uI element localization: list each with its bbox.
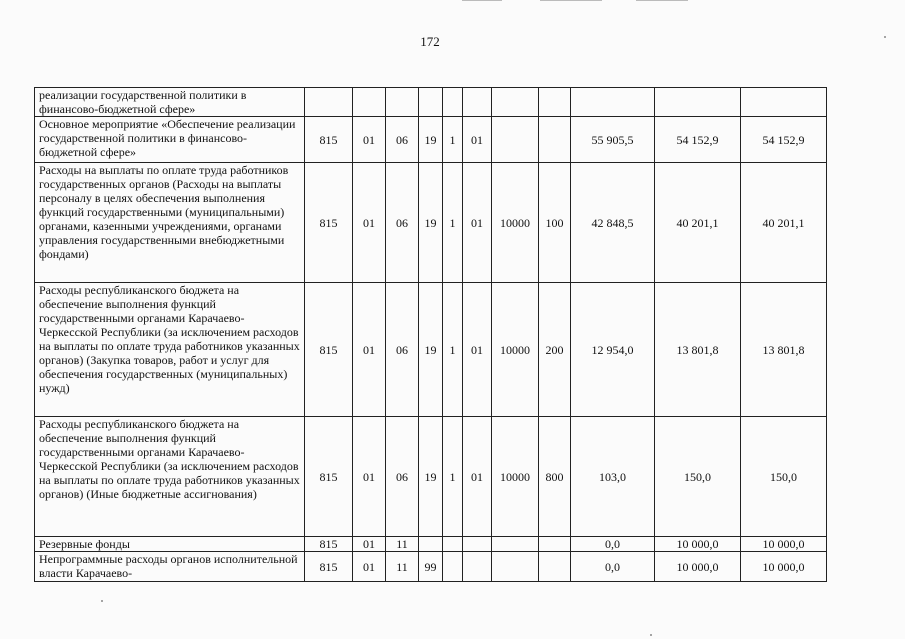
table-row xyxy=(35,537,827,552)
row-name-cell: Расходы на выплаты по оплате труда работников государственных органов (Расходы на выплаты персоналу в целях обеспечения выполнения функций государственными (муниципальными) органами, казенными учреждениями, органами управления государственными внебюджетными фондами) xyxy=(35,163,305,283)
direction-code-cell: 10000 xyxy=(492,283,539,417)
amount-year2-cell: 54 152,9 xyxy=(655,117,741,163)
expense-type-cell: 800 xyxy=(539,417,571,537)
event-code-cell: 01 xyxy=(463,163,492,283)
table-row xyxy=(35,117,827,163)
direction-code-cell xyxy=(492,88,539,117)
amount-year1-cell: 55 905,5 xyxy=(571,117,655,163)
amount-year3-cell: 150,0 xyxy=(741,417,827,537)
ministry-code-cell: 815 xyxy=(305,163,353,283)
table-row xyxy=(35,552,827,582)
section-code-cell xyxy=(353,88,386,117)
row-name-cell: Основное мероприятие «Обеспечение реализации государственной политики в финансово-бюджетной сфере» xyxy=(35,117,305,163)
subprogram-code-cell: 1 xyxy=(443,163,463,283)
scan-artifact xyxy=(462,0,502,1)
program-code-cell: 19 xyxy=(419,117,443,163)
row-name-cell: Непрограммные расходы органов исполнительной власти Карачаево- xyxy=(35,552,305,582)
amount-year2-cell: 13 801,8 xyxy=(655,283,741,417)
event-code-cell: 01 xyxy=(463,417,492,537)
direction-code-cell: 10000 xyxy=(492,417,539,537)
program-code-cell: 19 xyxy=(419,163,443,283)
program-code-cell: 99 xyxy=(419,552,443,582)
event-code-cell xyxy=(463,88,492,117)
amount-year3-cell: 13 801,8 xyxy=(741,283,827,417)
table-row xyxy=(35,163,827,283)
subsection-code-cell: 06 xyxy=(386,117,419,163)
ministry-code-cell: 815 xyxy=(305,552,353,582)
subprogram-code-cell: 1 xyxy=(443,417,463,537)
expense-type-cell: 100 xyxy=(539,163,571,283)
subprogram-code-cell: 1 xyxy=(443,283,463,417)
program-code-cell xyxy=(419,88,443,117)
section-code-cell: 01 xyxy=(353,537,386,552)
section-code-cell: 01 xyxy=(353,552,386,582)
amount-year1-cell: 12 954,0 xyxy=(571,283,655,417)
expense-type-cell xyxy=(539,117,571,163)
expense-type-cell xyxy=(539,88,571,117)
direction-code-cell xyxy=(492,117,539,163)
scan-speck xyxy=(101,600,103,602)
subprogram-code-cell xyxy=(443,88,463,117)
scan-speck xyxy=(650,634,652,636)
subprogram-code-cell xyxy=(443,552,463,582)
amount-year3-cell: 10 000,0 xyxy=(741,552,827,582)
section-code-cell: 01 xyxy=(353,283,386,417)
event-code-cell: 01 xyxy=(463,117,492,163)
program-code-cell: 19 xyxy=(419,417,443,537)
event-code-cell xyxy=(463,537,492,552)
amount-year1-cell xyxy=(571,88,655,117)
amount-year3-cell: 10 000,0 xyxy=(741,537,827,552)
subsection-code-cell: 11 xyxy=(386,537,419,552)
amount-year3-cell: 54 152,9 xyxy=(741,117,827,163)
table-row xyxy=(35,417,827,537)
table-row xyxy=(35,88,827,117)
direction-code-cell: 10000 xyxy=(492,163,539,283)
program-code-cell: 19 xyxy=(419,283,443,417)
ministry-code-cell: 815 xyxy=(305,537,353,552)
row-name-cell: реализации государственной политики в финансово-бюджетной сфере» xyxy=(35,88,305,117)
direction-code-cell xyxy=(492,537,539,552)
ministry-code-cell: 815 xyxy=(305,417,353,537)
expense-type-cell: 200 xyxy=(539,283,571,417)
expense-type-cell xyxy=(539,552,571,582)
subsection-code-cell xyxy=(386,88,419,117)
section-code-cell: 01 xyxy=(353,163,386,283)
row-name-cell: Резервные фонды xyxy=(35,537,305,552)
ministry-code-cell: 815 xyxy=(305,117,353,163)
amount-year1-cell: 42 848,5 xyxy=(571,163,655,283)
amount-year2-cell: 10 000,0 xyxy=(655,537,741,552)
ministry-code-cell: 815 xyxy=(305,283,353,417)
subsection-code-cell: 06 xyxy=(386,163,419,283)
ministry-code-cell xyxy=(305,88,353,117)
amount-year2-cell: 150,0 xyxy=(655,417,741,537)
direction-code-cell xyxy=(492,552,539,582)
amount-year2-cell: 40 201,1 xyxy=(655,163,741,283)
row-name-cell: Расходы республиканского бюджета на обеспечение выполнения функций государственными органами Карачаево-Черкесской Республики (за исключением расходов на выплаты по оплате труда работников указанных органов) (Закупка товаров, работ и услуг для обеспечения государственных (муниципальных) нужд) xyxy=(35,283,305,417)
amount-year3-cell xyxy=(741,88,827,117)
table-body xyxy=(35,88,827,582)
subsection-code-cell: 06 xyxy=(386,417,419,537)
section-code-cell: 01 xyxy=(353,117,386,163)
scan-artifact xyxy=(540,0,602,1)
amount-year2-cell xyxy=(655,88,741,117)
scan-artifact xyxy=(636,0,688,1)
subsection-code-cell: 06 xyxy=(386,283,419,417)
amount-year2-cell: 10 000,0 xyxy=(655,552,741,582)
amount-year1-cell: 0,0 xyxy=(571,537,655,552)
section-code-cell: 01 xyxy=(353,417,386,537)
event-code-cell xyxy=(463,552,492,582)
table-row xyxy=(35,283,827,417)
subsection-code-cell: 11 xyxy=(386,552,419,582)
scan-speck xyxy=(884,36,886,38)
budget-table xyxy=(34,87,827,582)
subprogram-code-cell xyxy=(443,537,463,552)
subprogram-code-cell: 1 xyxy=(443,117,463,163)
event-code-cell: 01 xyxy=(463,283,492,417)
row-name-cell: Расходы республиканского бюджета на обеспечение выполнения функций государственными органами Карачаево-Черкесской Республики (за исключением расходов на выплаты по оплате труда работников указанных органов) (Иные бюджетные ассигнования) xyxy=(35,417,305,537)
amount-year3-cell: 40 201,1 xyxy=(741,163,827,283)
amount-year1-cell: 103,0 xyxy=(571,417,655,537)
program-code-cell xyxy=(419,537,443,552)
expense-type-cell xyxy=(539,537,571,552)
amount-year1-cell: 0,0 xyxy=(571,552,655,582)
page-number: 172 xyxy=(420,34,440,49)
